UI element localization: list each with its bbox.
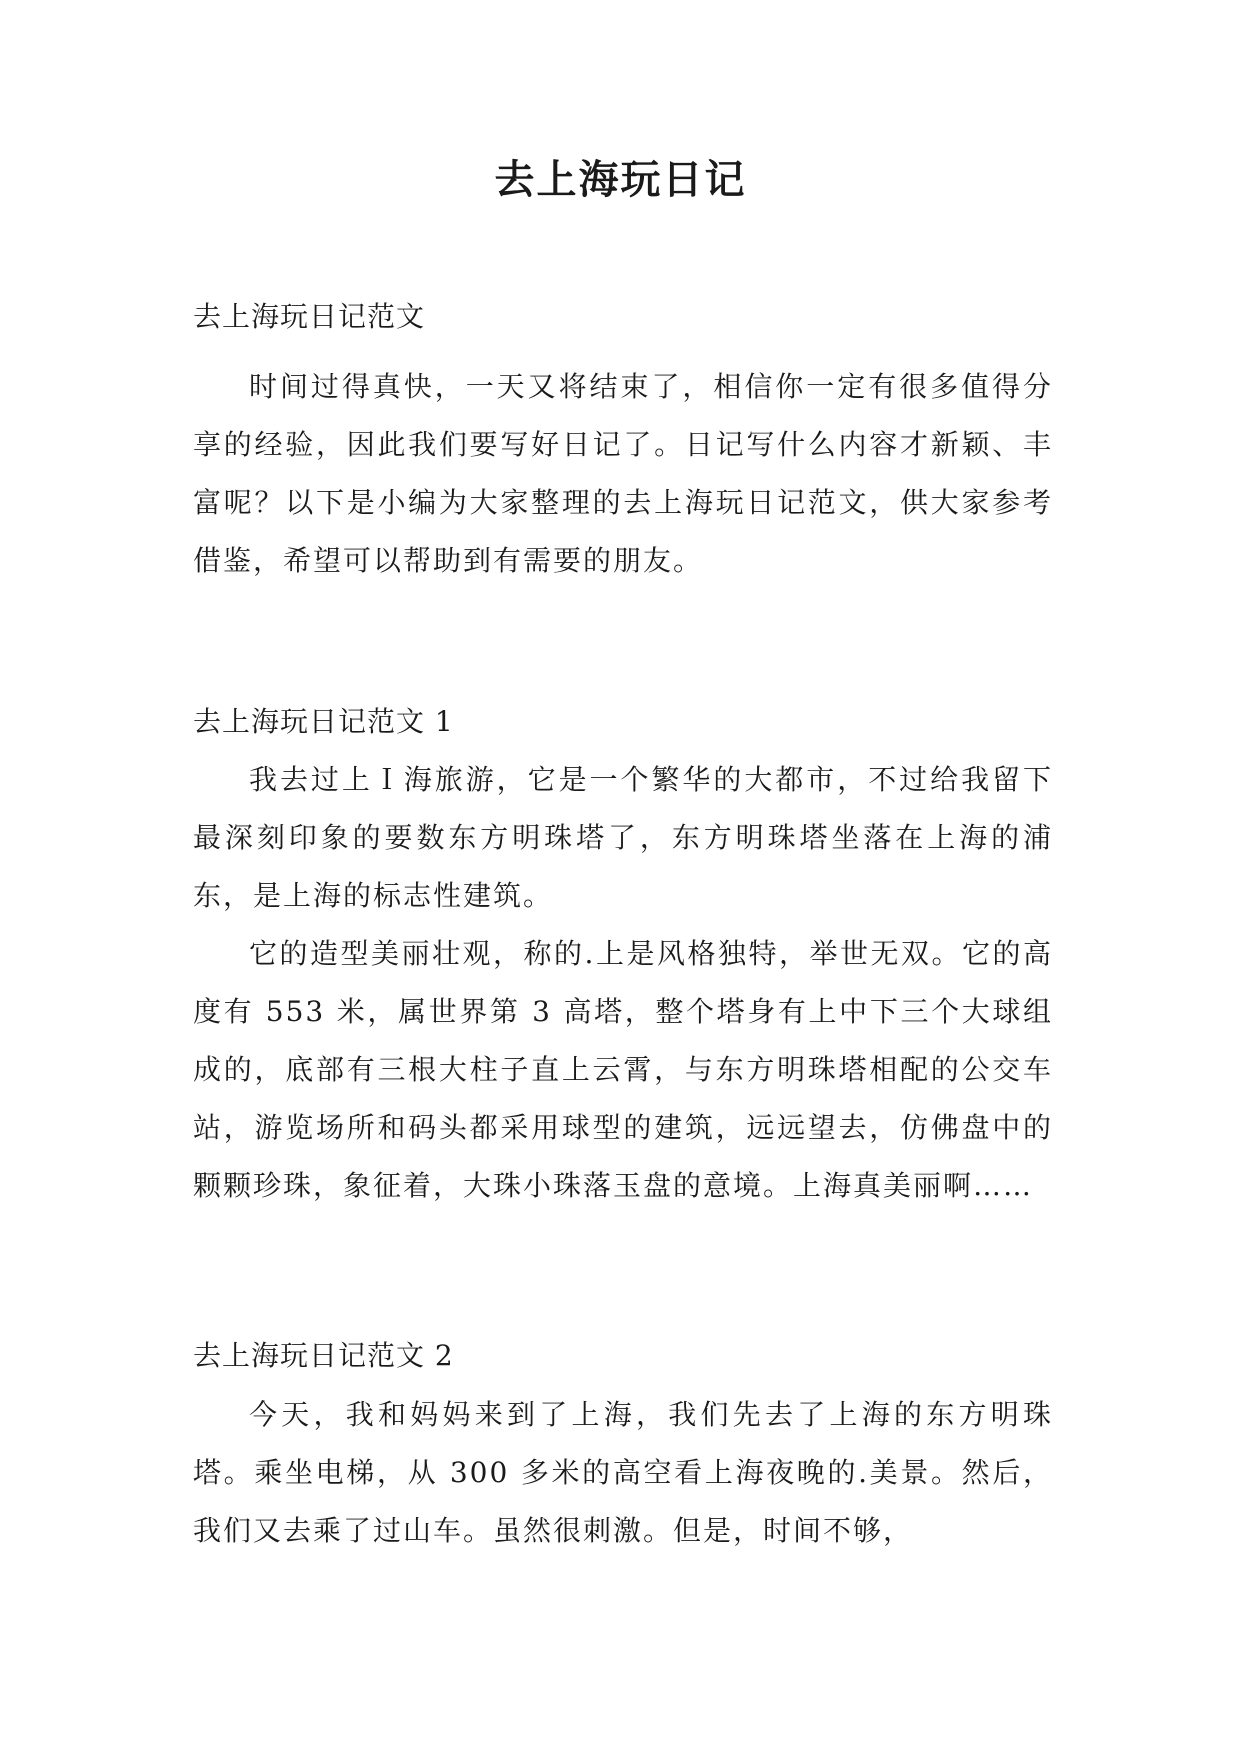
section-1-paragraph-2: 它的造型美丽壮观，称的.上是风格独特，举世无双。它的高度有 553 米，属世界第 3 高塔，整个塔身有上中下三个大球组成的，底部有三根大柱子直上云霄，与东方明珠塔相配的公交车站，游览场所和码头都采用球型的建筑，远远望去，仿佛盘中的颗颗珍珠，象征着，大珠小珠落玉盘的意境。上海真美丽啊…… [193, 937, 1053, 1202]
section-2-heading: 去上海玩日记范文 2 [193, 1339, 454, 1372]
section-1-heading: 去上海玩日记范文 1 [193, 705, 454, 738]
document-title: 去上海玩日记 [494, 156, 747, 203]
section-1-paragraph-1: 我去过上Ｉ海旅游，它是一个繁华的大都市，不过给我留下最深刻印象的要数东方明珠塔了，东方明珠塔坐落在上海的浦东，是上海的标志性建筑。 [193, 763, 1053, 912]
intro-paragraph: 时间过得真快，一天又将结束了，相信你一定有很多值得分享的经验，因此我们要写好日记了。日记写什么内容才新颖、丰富呢？以下是小编为大家整理的去上海玩日记范文，供大家参考借鉴，希望可以帮助到有需要的朋友。 [193, 370, 1053, 577]
section-2-paragraph-1: 今天，我和妈妈来到了上海，我们先去了上海的东方明珠塔。乘坐电梯，从 300 多米的高空看上海夜晚的.美景。然后，我们又去乘了过山车。虽然很刺激。但是，时间不够， [193, 1398, 1053, 1547]
document-subtitle: 去上海玩日记范文 [193, 300, 426, 333]
